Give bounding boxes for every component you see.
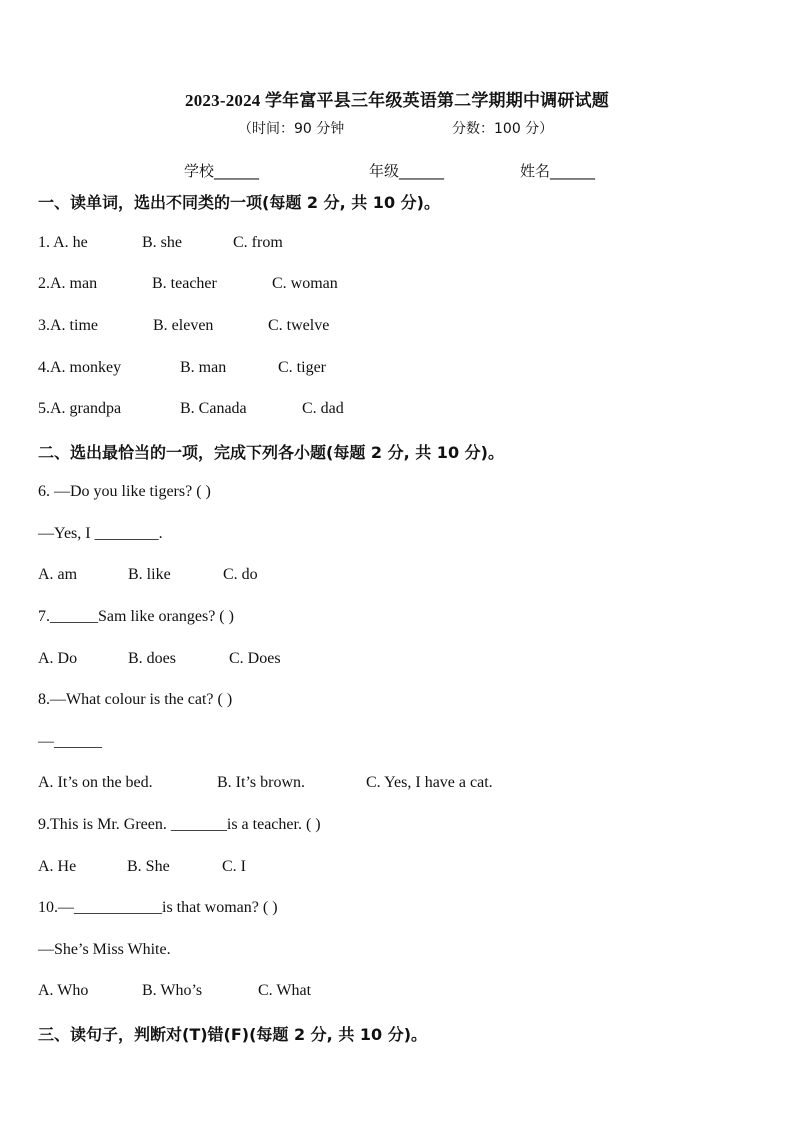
q7-option-b: B. does bbox=[128, 650, 176, 667]
q4-option-b: B. man bbox=[180, 359, 227, 376]
q2-option-c: C. woman bbox=[272, 275, 338, 292]
q5-option-b: B. Canada bbox=[180, 400, 247, 417]
q3-option-c: C. twelve bbox=[268, 317, 330, 334]
q4-option-c: C. tiger bbox=[278, 359, 326, 376]
q6-option-a: A. am bbox=[38, 566, 78, 583]
q6-option-b: B. like bbox=[128, 566, 171, 583]
q5-option-a: 5.A. grandpa bbox=[38, 400, 122, 417]
q10-option-b: B. Who’s bbox=[142, 982, 203, 999]
q9-option-a: A. He bbox=[38, 858, 77, 875]
q8-option-b: B. It’s brown. bbox=[217, 774, 305, 791]
q7-option-c: C. Does bbox=[229, 650, 281, 667]
q8-stem: 8.—What colour is the cat? ( ) bbox=[38, 691, 233, 708]
exam-score: 分数：100 分） bbox=[452, 121, 554, 137]
grade-field: 年级______ bbox=[369, 162, 445, 180]
name-field: 姓名______ bbox=[520, 162, 596, 180]
q2-option-a: 2.A. man bbox=[38, 275, 98, 292]
q9-option-c: C. I bbox=[222, 858, 246, 875]
section1-heading: 一、读单词，选出不同类的一项(每题 2 分, 共 10 分)。 bbox=[38, 193, 440, 212]
q6-option-c: C. do bbox=[223, 566, 258, 583]
q1-option-a: 1. A. he bbox=[38, 234, 88, 251]
q3-option-b: B. eleven bbox=[153, 317, 214, 334]
exam-time: （时间：90 分钟 bbox=[238, 121, 345, 137]
q10-option-a: A. Who bbox=[38, 982, 89, 999]
q10-option-c: C. What bbox=[258, 982, 312, 999]
q9-option-b: B. She bbox=[127, 858, 170, 875]
q6-reply: —Yes, I ________. bbox=[38, 525, 163, 542]
q5-option-c: C. dad bbox=[302, 400, 344, 417]
q7-option-a: A. Do bbox=[38, 650, 78, 667]
q4-option-a: 4.A. monkey bbox=[38, 359, 122, 376]
q10-reply: —She’s Miss White. bbox=[38, 941, 171, 958]
q9-stem: 9.This is Mr. Green. _______is a teacher. ( ) bbox=[38, 816, 321, 833]
q8-option-c: C. Yes, I have a cat. bbox=[366, 774, 493, 791]
q3-option-a: 3.A. time bbox=[38, 317, 98, 334]
q8-reply: —______ bbox=[38, 733, 102, 750]
section3-heading: 三、读句子，判断对(T)错(F)(每题 2 分, 共 10 分)。 bbox=[38, 1025, 428, 1044]
school-field: 学校______ bbox=[184, 162, 260, 180]
q1-option-b: B. she bbox=[142, 234, 182, 251]
q7-stem: 7.______Sam like oranges? ( ) bbox=[38, 608, 234, 625]
q10-stem: 10.—___________is that woman? ( ) bbox=[38, 899, 278, 916]
q8-option-a: A. It’s on the bed. bbox=[38, 774, 153, 791]
page-title: 2023-2024 学年富平县三年级英语第二学期期中调研试题 bbox=[185, 91, 609, 110]
q1-option-c: C. from bbox=[233, 234, 283, 251]
q6-stem: 6. —Do you like tigers? ( ) bbox=[38, 483, 211, 500]
q2-option-b: B. teacher bbox=[152, 275, 217, 292]
section2-heading: 二、选出最恰当的一项，完成下列各小题(每题 2 分, 共 10 分)。 bbox=[38, 443, 504, 462]
